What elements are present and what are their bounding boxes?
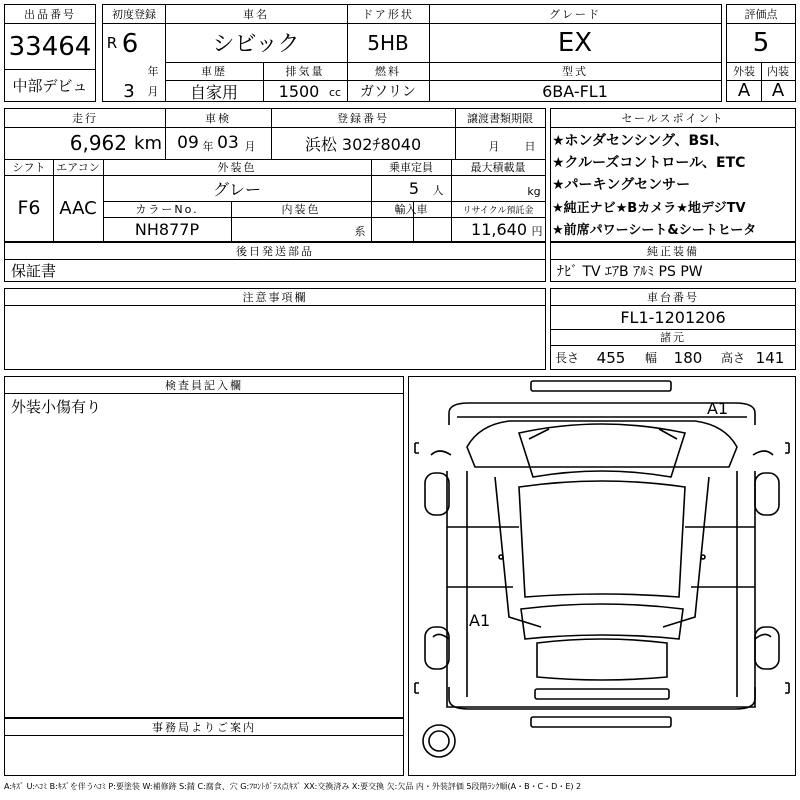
aircon-header: エアコン [56,161,100,174]
capacity-unit: 人 [432,184,444,197]
sales-point-line: ★パーキングセンサー [552,177,691,193]
mileage-value: 6,962 [69,131,127,155]
damage-mark: A1 [469,611,491,630]
fuel-header: 燃料 [375,65,401,78]
car-name: シビック [212,32,300,57]
car-outline-diagram [409,377,795,775]
notes-header: 注意事項欄 [242,291,308,304]
sales-points-header: セールスポイント [621,112,725,125]
chassis-box [550,288,796,370]
inspector-header: 検査員記入欄 [165,379,243,392]
lot-box [4,4,96,102]
displacement-unit: cc [328,85,342,99]
sales-point-line: ★クルーズコントロール、ETC [552,155,746,171]
history-header: 車歴 [201,65,227,78]
sales-points-box [550,108,796,242]
later-parts-box [4,242,546,282]
equipment-header: 純正装備 [647,245,699,258]
color-no-value: NH877P [134,219,200,239]
inspector-box [4,376,404,718]
inspection-month-unit: 月 [244,140,256,153]
inspection-month: 03 [217,133,239,153]
lot-header: 出品番号 [24,8,76,21]
capacity-value: 5 [408,178,420,198]
interior-color-header: 内装色 [281,203,321,216]
length-value: 455 [596,348,626,367]
model-code-header: 型式 [562,65,588,78]
chassis-number: FL1-1201206 [620,308,726,327]
exterior-color-value: グレー [212,179,261,199]
history-value: 自家用 [189,82,238,101]
equipment-value: ﾅﾋﾞ TV ｴｱB ｱﾙﾐ PS PW [557,263,703,280]
plate-value: 浜松 302ﾁ8040 [304,134,422,154]
car-name-header: 車名 [243,8,269,21]
inspection-year: 09 [177,133,199,153]
score-box [726,4,796,102]
displacement-header: 排気量 [285,65,325,78]
plate-header: 登録番号 [337,112,389,125]
inspection-year-unit: 年 [202,140,214,153]
office-header: 事務局よりご案内 [152,721,256,734]
exterior-score: A [737,80,751,101]
office-value [7,737,397,773]
displacement-value: 1500 [278,81,320,101]
dimensions-header: 諸元 [660,331,686,344]
later-parts-value: 保証書 [11,262,57,280]
color-no-header: カラーNo. [135,203,199,216]
damage-diagram-box [408,376,796,776]
width-value: 180 [673,348,703,367]
later-parts-header: 後日発送部品 [236,245,314,258]
grade-header: グレード [549,8,601,21]
sales-point-line: ★前席パワーシート&シートヒータ [552,222,757,238]
recycle-header: リサイクル預託金 [462,205,534,216]
first-reg-era: R [106,34,118,52]
model-code-value: 6BA-FL1 [542,81,608,101]
first-reg-year-unit: 年 [147,65,159,78]
interior-score-header: 内装 [767,65,789,78]
length-label: 長さ [555,351,580,365]
overall-score: 5 [752,27,770,58]
mileage-header: 走行 [72,112,98,125]
grade: EX [557,27,593,58]
inspection-header: 車検 [205,112,231,125]
notes-value [7,307,543,367]
height-label: 高さ [720,351,745,365]
height-value: 141 [755,348,785,367]
width-label: 幅 [644,351,657,365]
door-header: ドア形状 [362,8,414,21]
shift-header: シフト [12,161,46,174]
detail-box [4,108,546,242]
aircon-value: AAC [59,197,97,219]
first-reg-header: 初度登録 [112,8,156,21]
sales-point-line: ★純正ナビ★Bカメラ★地デジTV [552,200,746,216]
recycle-unit: 円 [531,225,543,238]
equipment-box [550,242,796,282]
first-reg-month: 3 [123,81,135,101]
capacity-header: 乗車定員 [389,161,433,174]
first-reg-year: 6 [121,29,139,59]
chassis-header: 車台番号 [647,291,699,304]
first-reg-month-unit: 月 [147,85,159,98]
fuel-value: ガソリン [360,84,416,100]
notes-box [4,288,546,370]
inspector-comment: 外装小傷有り [11,397,102,416]
recycle-value: 11,640 [471,219,527,239]
vehicle-info-box [102,4,722,102]
lot-number: 33464 [8,32,92,62]
mileage-unit: km [134,132,162,154]
exterior-color-header: 外装色 [217,161,257,174]
max-load-header: 最大積載量 [470,161,526,174]
damage-legend: A:ｷｽﾞ U:ﾍｺﾐ B:ｷｽﾞを伴うﾍｺﾐ P:要塗装 W:補修跡 S:錆 C:腐食、穴 G:ﾌﾛﾝﾄｶﾞﾗｽ点ｷｽﾞ XX:交換済み X:要交換 欠:欠品 内・外装評価 5段階ﾗﾝｸ順(A・B・C・D・E) 2 [4,782,582,791]
transfer-day-unit: 日 [524,140,536,153]
transfer-deadline-header: 譲渡書類期限 [467,112,533,125]
office-box [4,718,404,776]
interior-score: A [771,80,785,101]
transfer-month-unit: 月 [488,140,500,153]
import-header: 輸入車 [394,203,428,216]
sales-point-line: ★ホンダセンシング、BSI、 [552,133,729,149]
max-load-unit: kg [527,184,541,198]
auction-event: 中部デビュ [12,77,88,95]
door-type: 5HB [367,30,409,55]
shift-value: F6 [17,197,41,219]
score-header: 評価点 [744,8,778,21]
damage-mark: A1 [707,399,729,418]
interior-color-suffix: 系 [354,225,366,238]
exterior-score-header: 外装 [733,65,755,78]
